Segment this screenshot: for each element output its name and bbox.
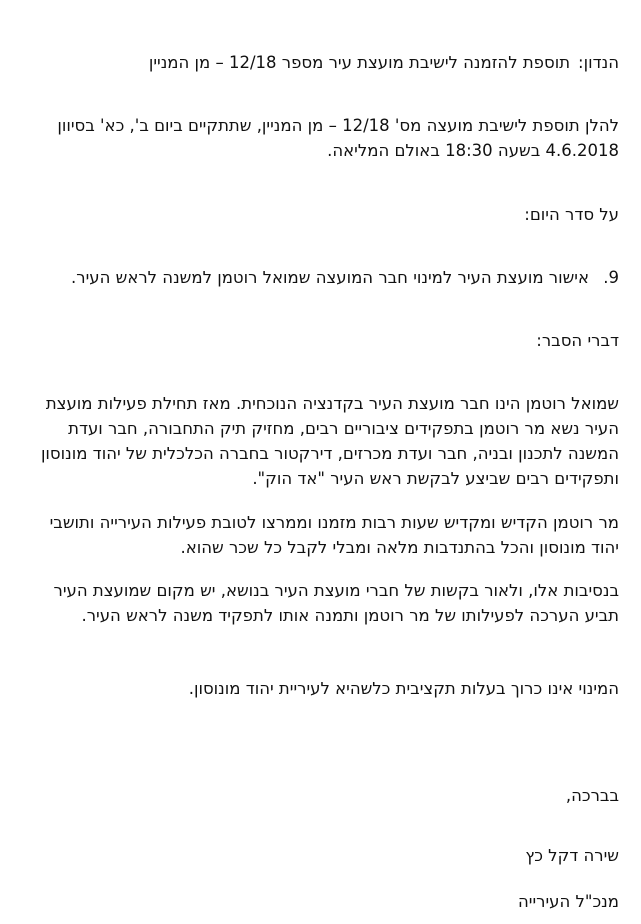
explanation-paragraph: בנסיבות אלו, ולאור בקשות של חברי מועצת העיר בנושא, יש מקום שמועצת העיר תביע הערכה לפעילותו של מר רוטמן ותמנה אותו לתפקיד משנה לראש העיר. xyxy=(53,581,619,625)
intro-paragraph: להלן תוספת לישיבת מועצה מס' 12/18 – מן המניין, שתתקיים ביום ב', כא' בסיוון 4.6.2018 בשעה 18:30 באולם המליאה. xyxy=(57,116,619,160)
agenda-item-text: אישור מועצת העיר למינוי חבר המועצה שמואל רוטמן למשנה לראש העיר. xyxy=(71,268,589,287)
agenda-heading: על סדר היום: xyxy=(524,205,619,224)
agenda-item-number: 9. xyxy=(603,268,619,287)
subject-text: תוספת להזמנה לישיבת מועצת עיר מספר 12/18 – מן המניין xyxy=(148,53,571,72)
agenda-item xyxy=(30,265,619,290)
explanation-paragraph: מר רוטמן הקדיש ומקדיש שעות רבות מזמנו וממרצו לטובת פעילות העירייה ותושבי יהוד מונוסון והכל בהתנדבות מלאה ומבלי לקבל כל שכר שהוא. xyxy=(49,513,619,557)
signature-name: שירה דקל כץ xyxy=(525,846,619,865)
subject-line xyxy=(30,50,619,75)
explanation-paragraph: שמואל רוטמן הינו חבר מועצת העיר בקדנציה הנוכחית. מאז תחילת פעילות מועצת העיר נשא מר רוטמן בתפקידים ציבוריים רבים, מחזיק תיק התחבורה, חבר ועדת המשנה לתכנון ובניה, חבר ועדת מכרזים, דירקטור בחברה הכלכלית של יהוד מונוסון ותפקידים רבים שביצע לבקשת ראש העיר "אד הוק". xyxy=(40,394,619,488)
explanation-paragraph: המינוי אינו כרוך בעלות תקציבית כלשהיא לעיריית יהוד מונוסון. xyxy=(188,679,619,698)
explanation-heading: דברי הסבר: xyxy=(536,331,619,350)
signature-title: מנכ"ל העירייה xyxy=(517,892,619,911)
closing-greeting: בברכה, xyxy=(565,786,619,805)
subject-label: הנדון: xyxy=(578,53,619,72)
